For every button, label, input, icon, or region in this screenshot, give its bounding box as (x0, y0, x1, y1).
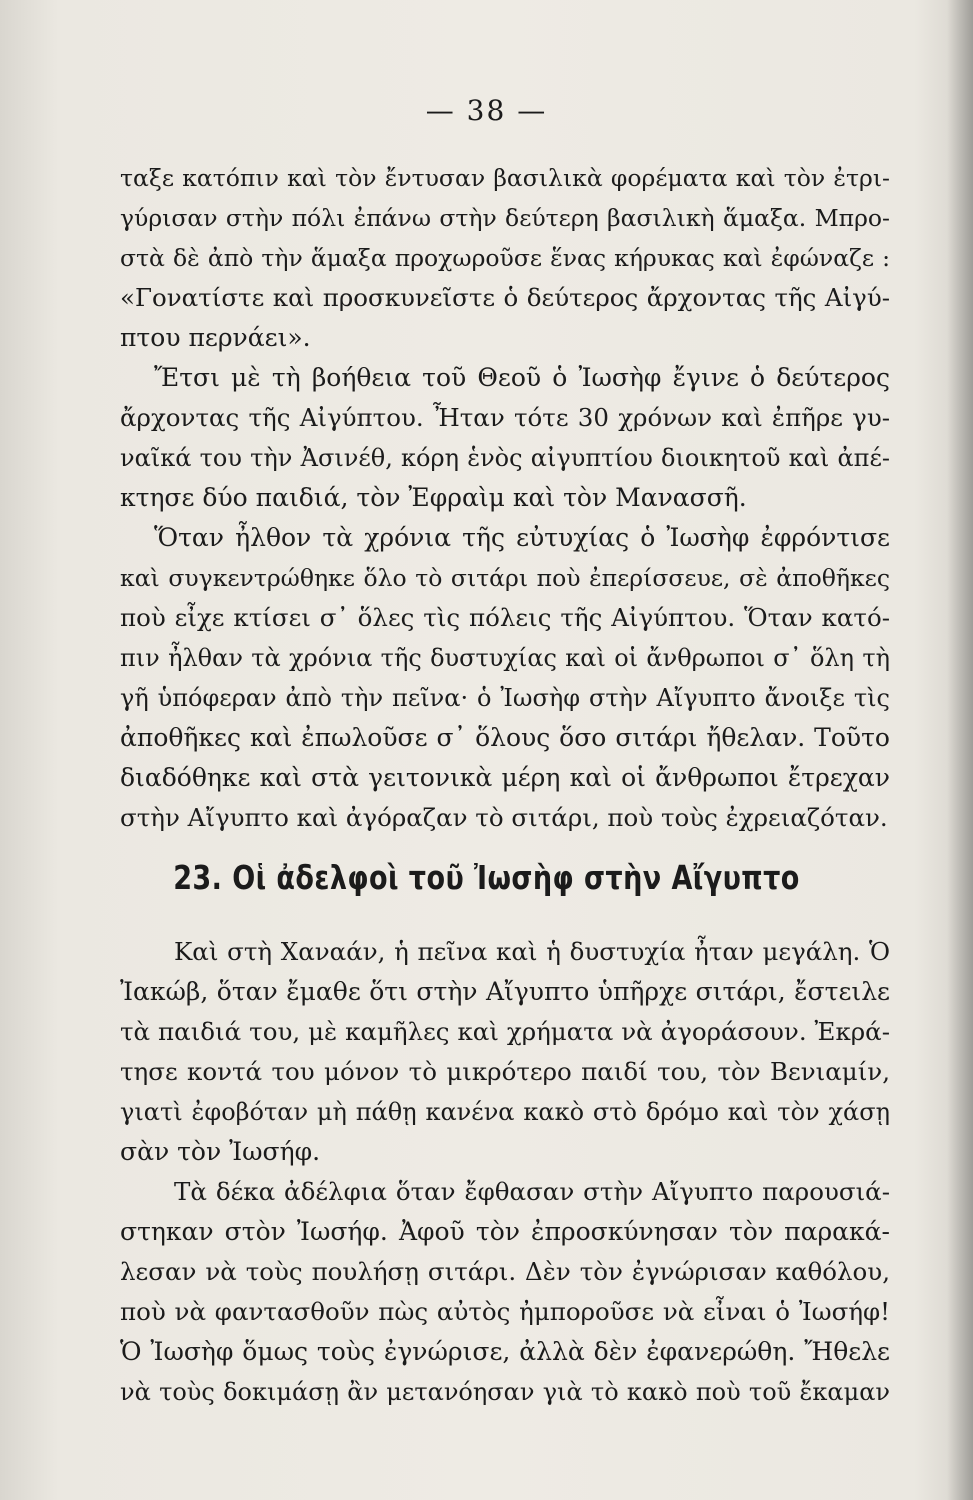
text-line: κτησε δύο παιδιά, τὸν Ἐφραὶμ καὶ τὸν Μανασσῆ. (120, 483, 747, 512)
text-line: ταξε κατόπιν καὶ τὸν ἔντυσαν βασιλικὰ φορέματα καὶ τὸν ἐτρι- (120, 164, 890, 192)
text-line: πιν ἦλθαν τὰ χρόνια τῆς δυστυχίας καὶ οἱ ἄνθρωποι σ᾽ ὅλη τὴ (120, 644, 890, 672)
page-edge-shadow (947, 0, 973, 1500)
text-line: καὶ συγκεντρώθηκε ὅλο τὸ σιτάρι ποὺ ἐπερίσσευε, σὲ ἀποθῆκες (120, 564, 890, 592)
text-line: Τὰ δέκα ἀδέλφια ὅταν ἔφθασαν στὴν Αἴγυπτο παρουσιά- (174, 1177, 890, 1206)
text-line: ἀποθῆκες καὶ ἐπωλοῦσε σ᾽ ὅλους ὅσο σιτάρι ἤθελαν. Τοῦτο (120, 723, 890, 752)
text-line: ἄρχοντας τῆς Αἰγύπτου. Ἦταν τότε 30 χρόνων καὶ ἐπῆρε γυ- (120, 403, 890, 432)
text-line: Ὅταν ἦλθον τὰ χρόνια τῆς εὐτυχίας ὁ Ἰωσὴφ ἐφρόντισε (154, 523, 890, 552)
text-line: νὰ τοὺς δοκιμάσῃ ἂν μετανόησαν γιὰ τὸ κακὸ ποὺ τοῦ ἔκαμαν (120, 1378, 890, 1406)
section-text-continued (120, 158, 890, 838)
text-line: στηκαν στὸν Ἰωσήφ. Ἀφοῦ τὸν ἐπροσκύνησαν τὸν παρακά- (120, 1217, 890, 1246)
text-line: γιατὶ ἐφοβόταν μὴ πάθῃ κανένα κακὸ στὸ δρόμο καὶ τὸν χάσῃ (120, 1098, 890, 1126)
chapter-heading: 23. Οἱ ἀδελφοὶ τοῦ Ἰωσὴφ στὴν Αἴγυπτο (173, 858, 800, 897)
text-line: στὴν Αἴγυπτο καὶ ἀγόραζαν τὸ σιτάρι, ποὺ τοὺς ἐχρειαζόταν. (120, 803, 888, 832)
text-line: λεσαν νὰ τοὺς πουλήσῃ σιτάρι. Δὲν τὸν ἐγνώρισαν καθόλου, (120, 1257, 890, 1286)
text-line: Ἔτσι μὲ τὴ βοήθεια τοῦ Θεοῦ ὁ Ἰωσὴφ ἔγινε ὁ δεύτερος (154, 363, 890, 392)
text-line: γῆ ὑπόφεραν ἀπὸ τὴν πεῖνα· ὁ Ἰωσὴφ στὴν Αἴγυπτο ἄνοιξε τὶς (120, 684, 890, 712)
text-line: Ὁ Ἰωσὴφ ὅμως τοὺς ἐγνώρισε, ἀλλὰ δὲν ἐφανερώθη. Ἤθελε (120, 1337, 890, 1366)
text-line: διαδόθηκε καὶ στὰ γειτονικὰ μέρη καὶ οἱ ἄνθρωποι ἔτρεχαν (120, 763, 890, 792)
text-line: ναῖκά του τὴν Ἀσινέθ, κόρη ἑνὸς αἰγυπτίου διοικητοῦ καὶ ἀπέ- (120, 444, 890, 472)
text-line: ποὺ νὰ φαντασθοῦν πὼς αὐτὸς ἠμποροῦσε νὰ εἶναι ὁ Ἰωσήφ! (120, 1297, 890, 1326)
page-number: — 38 — (425, 94, 548, 127)
text-line: «Γονατίστε καὶ προσκυνεῖστε ὁ δεύτερος ἄρχοντας τῆς Αἰγύ- (120, 283, 890, 312)
text-line: τησε κοντά του μόνον τὸ μικρότερο παιδί του, τὸν Βενιαμίν, (120, 1057, 890, 1086)
text-line: τὰ παιδιά του, μὲ καμῆλες καὶ χρήματα νὰ ἀγοράσουν. Ἐκρά- (120, 1017, 890, 1046)
text-line: Ἰακώβ, ὅταν ἔμαθε ὅτι στὴν Αἴγυπτο ὑπῆρχε σιτάρι, ἔστειλε (120, 977, 890, 1006)
text-line: σὰν τὸν Ἰωσήφ. (120, 1137, 321, 1166)
text-line: στὰ δὲ ἀπὸ τὴν ἅμαξα προχωροῦσε ἕνας κήρυκας καὶ ἐφώναζε : (120, 244, 890, 272)
chapter-body-text (120, 932, 890, 1412)
text-line: γύρισαν στὴν πόλι ἐπάνω στὴν δεύτερη βασιλικὴ ἅμαξα. Μπρο- (120, 204, 890, 232)
text-line: ποὺ εἶχε κτίσει σ᾽ ὅλες τὶς πόλεις τῆς Αἰγύπτου. Ὅταν κατό- (120, 603, 890, 632)
text-line: Καὶ στὴ Χαναάν, ἡ πεῖνα καὶ ἡ δυστυχία ἦταν μεγάλη. Ὁ (174, 937, 890, 966)
text-line: πτου περνάει». (120, 323, 311, 352)
